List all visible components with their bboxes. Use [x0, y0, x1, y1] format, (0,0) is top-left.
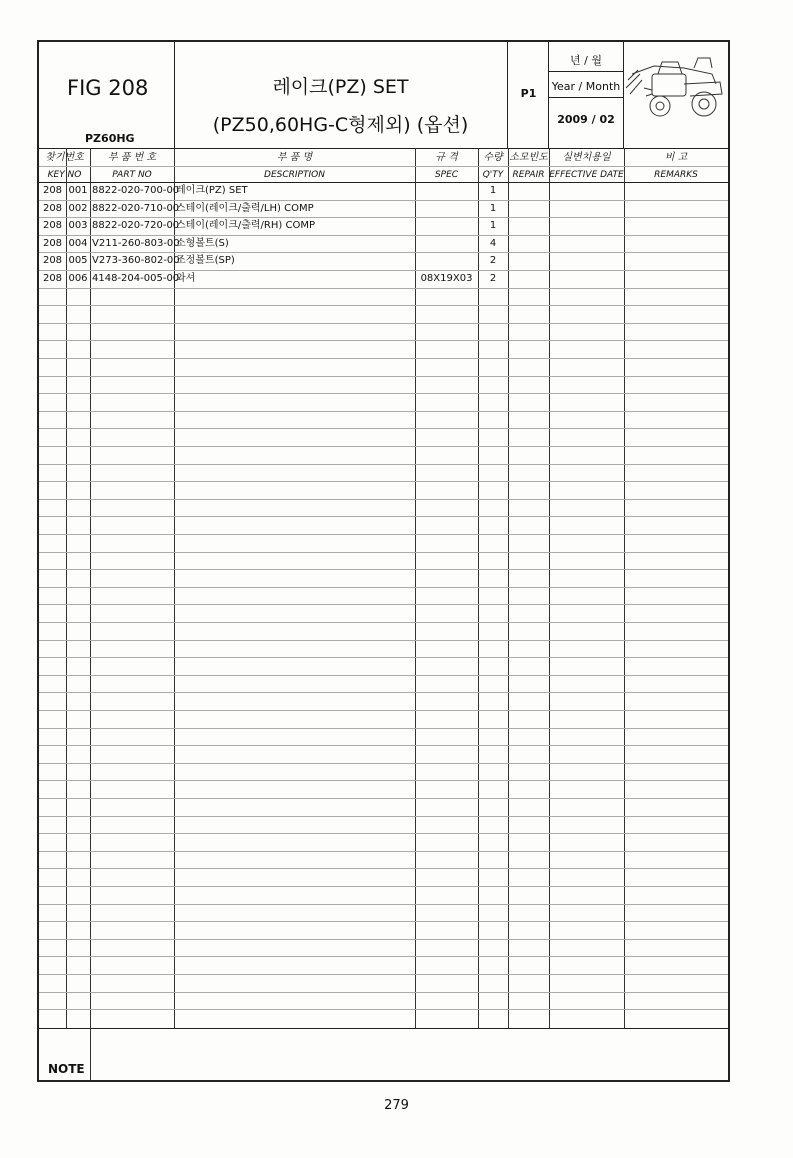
- row-rule: [39, 763, 728, 764]
- cell-key: 002: [68, 203, 88, 214]
- row-rule: [39, 358, 728, 359]
- column-header-en: REPAIR: [512, 170, 545, 180]
- cell-fig: 208: [42, 203, 63, 214]
- row-rule: [39, 921, 728, 922]
- cell-qty: 1: [489, 185, 497, 196]
- table-row: [39, 252, 728, 270]
- row-rule: [39, 446, 728, 447]
- cell-desc: 와셔: [176, 273, 196, 284]
- table-row: [39, 200, 728, 218]
- cell-fig: 208: [42, 273, 63, 284]
- cell-qty: 1: [489, 220, 497, 231]
- cell-desc: 소형볼트(S): [176, 238, 229, 249]
- row-rule: [39, 657, 728, 658]
- row-rule: [39, 675, 728, 676]
- cell-fig: 208: [42, 220, 63, 231]
- row-rule: [39, 992, 728, 993]
- row-rule: [39, 798, 728, 799]
- title-line-1: 레이크(PZ) SET: [272, 76, 409, 98]
- row-rule: [39, 305, 728, 306]
- cell-desc: 조정볼트(SP): [176, 255, 235, 266]
- row-rule: [39, 640, 728, 641]
- column-header-en: REMARKS: [654, 170, 698, 180]
- row-rule: [39, 886, 728, 887]
- row-rule: [39, 288, 728, 289]
- row-rule: [39, 604, 728, 605]
- cell-qty: 2: [489, 273, 497, 284]
- column-header-en: EFFECTIVE DATE: [549, 170, 624, 180]
- column-header-en: PART NO: [112, 170, 152, 180]
- page-number: 279: [384, 1098, 409, 1113]
- column-header-ko: 찾기번호: [45, 152, 84, 163]
- row-rule: [39, 780, 728, 781]
- row-rule: [39, 411, 728, 412]
- cell-spec: [415, 182, 478, 200]
- row-rule: [39, 499, 728, 500]
- cell-qty: 2: [489, 255, 497, 266]
- cell-key: 003: [68, 220, 88, 231]
- row-rule: [39, 569, 728, 570]
- cell-qty: 4: [489, 238, 497, 249]
- cell-key: 006: [68, 273, 88, 284]
- model-name: PZ60HG: [85, 132, 135, 145]
- row-rule: [39, 745, 728, 746]
- column-header-en: DESCRIPTION: [264, 170, 325, 180]
- table-row: [39, 270, 728, 288]
- cell-spec: [415, 217, 478, 235]
- cell-fig: 208: [42, 185, 63, 196]
- row-rule: [39, 516, 728, 517]
- row-rule: [39, 464, 728, 465]
- row-rule: [39, 622, 728, 623]
- cell-part: 8822-020-720-00: [92, 220, 180, 231]
- cell-part: 8822-020-700-00: [92, 185, 180, 196]
- parts-list-frame: [37, 40, 730, 1082]
- fig-number: FIG 208: [67, 76, 149, 100]
- cell-spec: [415, 252, 478, 270]
- row-rule: [39, 340, 728, 341]
- column-header-ko: 수량: [483, 152, 503, 163]
- column-header-ko: 소모빈도: [509, 152, 548, 163]
- cell-part: 4148-204-005-00: [92, 273, 180, 284]
- row-rule: [39, 1009, 728, 1010]
- cell-part: 8822-020-710-00: [92, 203, 180, 214]
- header-separator: [39, 166, 728, 167]
- row-rule: [39, 904, 728, 905]
- row-rule: [39, 816, 728, 817]
- row-rule: [39, 728, 728, 729]
- column-header-ko: 규 격: [435, 152, 458, 163]
- note-divider: [90, 1028, 91, 1080]
- column-header-ko: 부 품 번 호: [107, 152, 157, 163]
- table-row: [39, 182, 728, 200]
- row-rule: [39, 323, 728, 324]
- cell-key: 001: [68, 185, 88, 196]
- row-rule: [39, 587, 728, 588]
- cell-key: 005: [68, 255, 88, 266]
- fig-cell: [39, 42, 175, 148]
- cell-spec: 08X19X03: [420, 273, 473, 284]
- note-label: NOTE: [48, 1062, 85, 1076]
- table-row: [39, 235, 728, 253]
- column-header-ko: 실변치용일: [562, 152, 611, 163]
- column-header-en: SPEC: [434, 170, 459, 180]
- column-header-en: KEY NO: [47, 170, 82, 180]
- row-rule: [39, 833, 728, 834]
- cell-spec: [415, 200, 478, 218]
- cell-part: V273-360-802-00: [92, 255, 180, 266]
- title-line-2: (PZ50,60HG-C형제외) (옵션): [212, 114, 469, 136]
- row-rule: [39, 868, 728, 869]
- page-cell: [508, 42, 549, 148]
- cell-fig: 208: [42, 255, 63, 266]
- row-rule: [39, 534, 728, 535]
- row-rule: [39, 376, 728, 377]
- cell-qty: 1: [489, 203, 497, 214]
- column-header-ko: 비 고: [664, 152, 688, 163]
- cell-part: V211-260-803-00: [92, 238, 180, 249]
- cell-fig: 208: [42, 238, 63, 249]
- title-cell: [175, 42, 508, 148]
- cell-desc: 스테이(레이크/출력/LH) COMP: [176, 203, 314, 214]
- row-rule: [39, 956, 728, 957]
- row-rule: [39, 393, 728, 394]
- date-cell: [549, 42, 624, 148]
- cell-key: 004: [68, 238, 88, 249]
- year-month-en: Year / Month: [551, 80, 621, 93]
- cell-desc: 스테이(레이크/출력/RH) COMP: [176, 220, 315, 231]
- cell-spec: [415, 235, 478, 253]
- row-rule: [39, 851, 728, 852]
- row-rule: [39, 692, 728, 693]
- column-header-ko: 부 품 명: [276, 152, 313, 163]
- row-rule: [39, 939, 728, 940]
- cell-desc: 레이크(PZ) SET: [176, 185, 248, 196]
- table-row: [39, 217, 728, 235]
- year-month-value: 2009 / 02: [557, 113, 615, 126]
- row-rule: [39, 710, 728, 711]
- row-rule: [39, 481, 728, 482]
- year-month-ko: 년 / 월: [570, 54, 602, 67]
- row-rule: [39, 552, 728, 553]
- row-rule: [39, 974, 728, 975]
- column-header-en: Q'TY: [482, 170, 504, 180]
- row-rule: [39, 428, 728, 429]
- page-code: P1: [520, 87, 537, 100]
- rice-transplanter-icon: [624, 44, 728, 140]
